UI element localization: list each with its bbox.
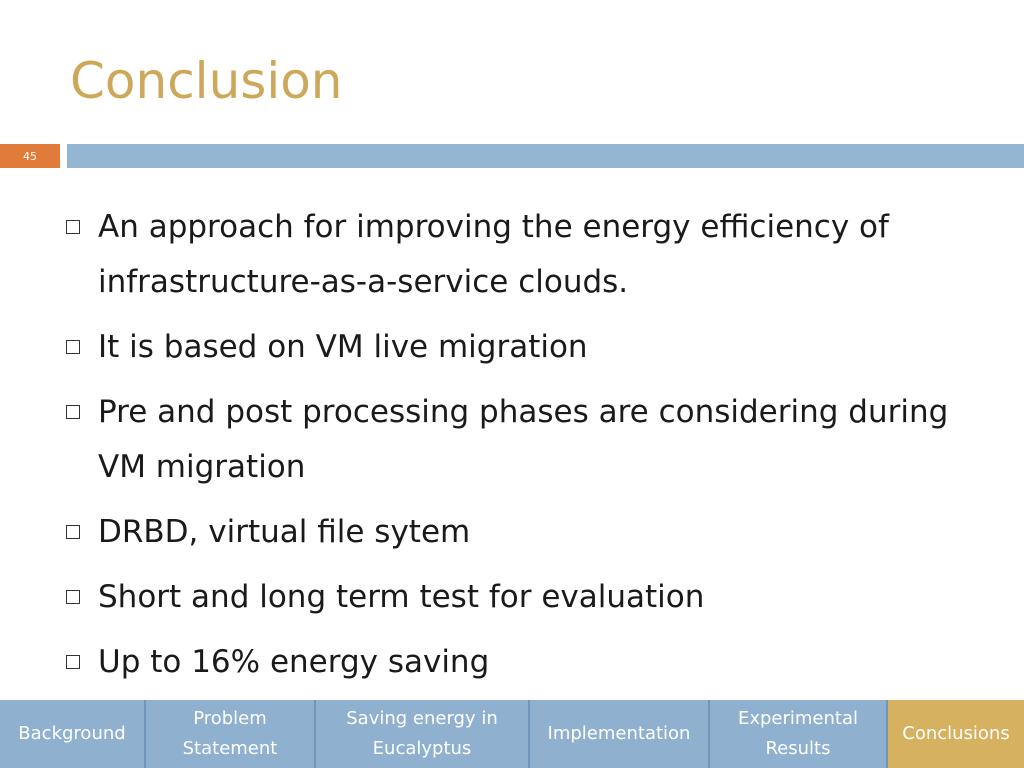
- nav-item-problem-statement[interactable]: [146, 700, 316, 768]
- bullet-item: [66, 505, 996, 560]
- bullet-item: [66, 570, 996, 625]
- nav-item-label: Implementation: [547, 723, 691, 744]
- bullet-text: Up to 16% energy saving: [98, 644, 490, 680]
- nav-item-label: Conclusions: [902, 723, 1010, 744]
- nav-item-label: Saving energy in: [346, 708, 498, 729]
- square-bullet-icon: [66, 340, 80, 354]
- nav-item-label: Statement: [182, 738, 278, 759]
- bullet-text: Short and long term test for evaluation: [98, 579, 705, 615]
- bullet-item: [66, 320, 996, 375]
- header-divider-bar: [67, 144, 1024, 168]
- nav-item-label: Eucalyptus: [372, 738, 472, 759]
- nav-item-implementation[interactable]: [530, 700, 710, 768]
- nav-item-experimental-results[interactable]: [710, 700, 888, 768]
- section-navigation-bar: [0, 700, 1024, 768]
- bullet-list: [66, 200, 996, 700]
- nav-item-saving-energy[interactable]: [316, 700, 530, 768]
- bullet-item: [66, 635, 996, 690]
- square-bullet-icon: [66, 655, 80, 669]
- page-number: 45: [23, 149, 37, 163]
- bullet-item: [66, 385, 996, 495]
- bullet-text: It is based on VM live migration: [98, 329, 588, 365]
- page-number-badge: [0, 144, 60, 168]
- nav-item-conclusions[interactable]: [888, 700, 1024, 768]
- nav-item-background[interactable]: [0, 700, 146, 768]
- square-bullet-icon: [66, 525, 80, 539]
- nav-item-label: Experimental: [737, 708, 859, 729]
- nav-item-label: Problem: [193, 708, 267, 729]
- square-bullet-icon: [66, 590, 80, 604]
- nav-item-label: Background: [18, 723, 126, 744]
- bullet-item: [66, 200, 996, 310]
- slide-title: Conclusion: [70, 52, 343, 110]
- nav-item-label: Results: [765, 738, 831, 759]
- square-bullet-icon: [66, 220, 80, 234]
- bullet-text: An approach for improving the energy efficiency of infrastructure-as-a-service clouds.: [98, 209, 889, 300]
- square-bullet-icon: [66, 405, 80, 419]
- bullet-text: DRBD, virtual file sytem: [98, 514, 471, 550]
- bullet-text: Pre and post processing phases are considering during VM migration: [98, 394, 949, 485]
